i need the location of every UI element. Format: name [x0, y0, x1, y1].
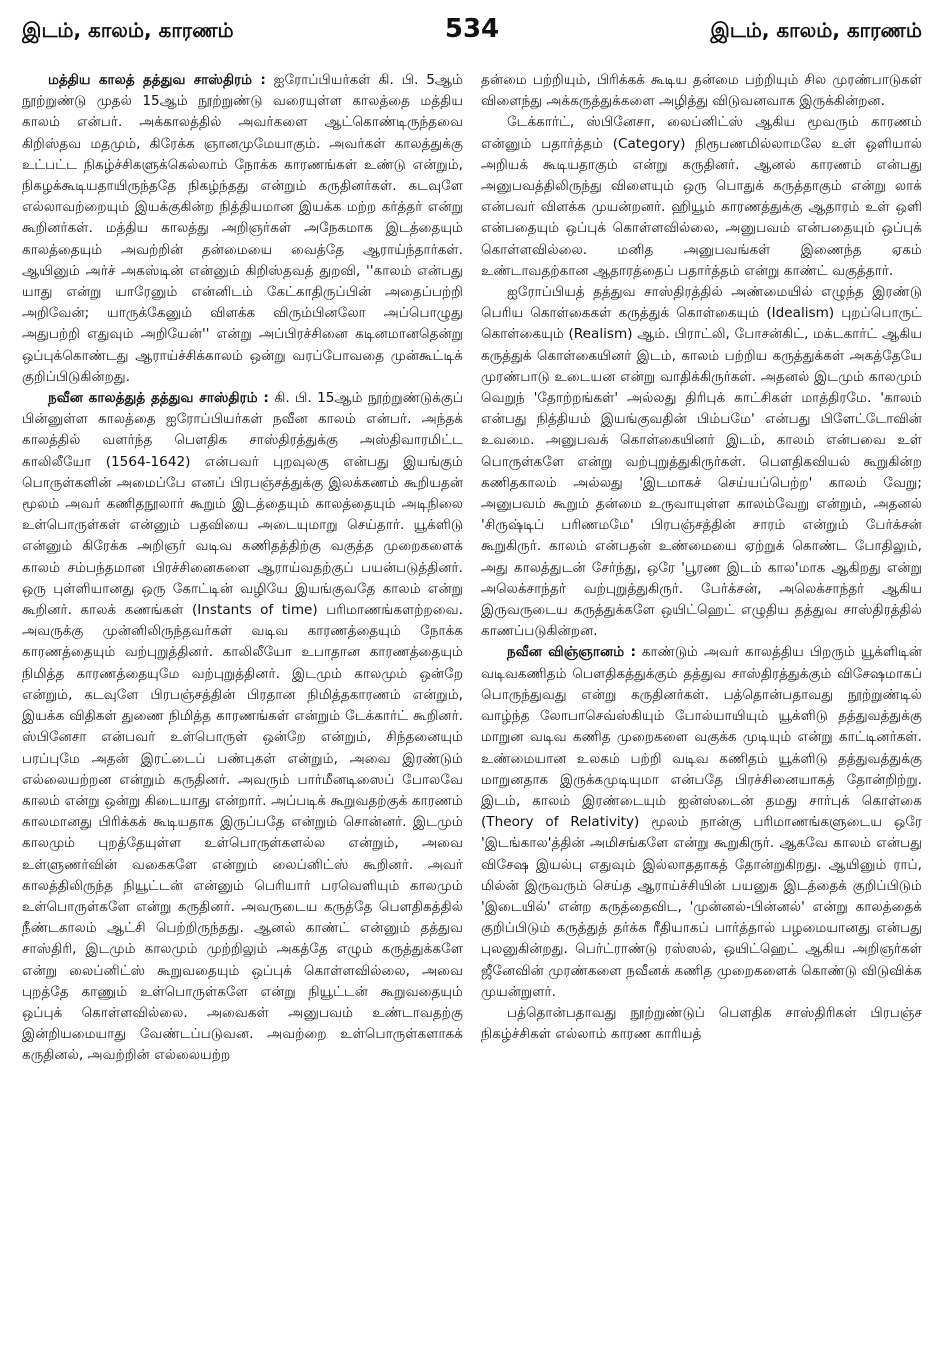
paragraph-text: பத்தொன்பதாவது நூற்றுண்டுப் பௌதிக சாஸ்திரிகள் பிரபஞ்ச நிகழ்ச்சிகள் எல்லாம் காரண காரியத்	[481, 1004, 922, 1043]
paragraph	[22, 388, 463, 1067]
section-heading: நவீன விஞ்ஞானம் :	[507, 644, 636, 661]
section-heading: நவீன காலத்துத் தத்துவ சாஸ்திரம் :	[48, 390, 269, 407]
right-column	[481, 70, 922, 1067]
paragraph-text: ஐரோப்பியத் தத்துவ சாஸ்திரத்தில் அண்மையில் எழுந்த இரண்டு பெரிய கொள்கைகள் கருத்துக் கொள்கையும் (Idealism) புறப்பொருட் கொள்கையும் (Realism) ஆம். பிராட்லி, போசன்கிட், மக்டகார்ட் ஆகிய கருத்துக் கொள்கையினர் இடம், காலம் பற்றிய கருத்துக்கள் அகத்தேயே முரண்பாடு உடையன என்று வாதிக்கிருர்கள். அதனல் இடமும் காலமும் வெறுந் 'தோற்றங்கள்' அல்லது திரிபுக் காட்சிகள் மாத்திரமே. 'காலம் என்பது நித்தியம் இயங்குவதின் பிம்பமே' என்பது பிளேட்டோவின் உவமை. அனுபவக் கொள்கையினர் இடம், காலம் என்பவை உள் பொருள்களே என்று வற்புறுத்துகிருர்கள். பௌதிகவியல் கூறுகின்ற கணிதகாலம் அல்லது 'இடமாகச் செய்யப்பெற்ற' காலம் வேறு; அனுபவம் கூறும் தன்மை உருவாயுள்ள காலம்வேறு என்றும், அதனல் 'சிருஷ்டிப் பரிணமமே' பிரபஞ்சத்தின் சாரம் என்றும் பேர்க்சன் கூறுகிருர். காலம் என்பதன் உண்மையை ஏற்றுக் கொண்ட போதிலும், அது காலத்துடன் சேர்ந்து, ஒரே 'பூரண இடம் கால'மாக ஆகிறது என்று அலெக்சாந்தர் வற்புறுத்துகிருர். பேர்க்சன், அலெக்சாந்தர் ஆகிய இருவருடைய கருத்துக்களே ஒயிட்ஹெட் எழுதிய தத்துவ சாஸ்திரத்தில் காணப்படுகின்றன.	[481, 284, 922, 640]
paragraph-text: ஐரோப்பியர்கள் கி. பி. 5ஆம் நூற்றுண்டு முதல் 15ஆம் நூற்றுண்டு வரையுள்ள காலத்தை மத்திய காலம் என்பர். அக்காலத்தில் அவர்களை ஆட்கொண்டிருந்தவை கிறிஸ்தவ மதமும், கிரேக்க ஞானமுமேயாகும். அவர்கள் காலத்துக்கு உட்பட்ட நிகழ்ச்சிகளுக்கெல்லாம் நோக்க காரணங்கள் உண்டு என்றும், நிகழக்கூடியதாயிருந்ததே நிகழ்ந்தது என்றும் கருதினர்கள். கடவுளே எல்லாவற்றையும் இயக்குகின்ற நித்தியமான இயக்க மற்ற கர்த்தர் என்று கூறினர்கள். மத்திய காலத்து அறிஞர்கள் அநேகமாக இடத்தையும் காலத்தையும் அவற்றின் தன்மையை வைத்தே ஆராய்ந்தார்கள். ஆயினும் அர்ச் அகஸ்டின் என்னும் கிறிஸ்தவத் துறவி, ''காலம் என்பது யாது என்று யாரேனும் என்னிடம் கேட்காதிருப்பின் அதைப்பற்றி அறிவேன்; யாருக்கேனும் விளக்க விரும்பினலோ அப்பொழுது அதுபற்றி எதுவும் அறியேன்'' என்று அப்பிரச்சினை கடினமானதென்று ஒப்புக்கொண்டது ஆராய்ச்சிக்காலம் ஒன்று வரப்போவதை முன்கூட்டிக் குறிப்பிடுகின்றது.	[22, 72, 464, 385]
paragraph	[481, 70, 922, 112]
paragraph	[481, 642, 922, 1002]
header-right-title: இடம், காலம், காரணம்	[710, 18, 922, 42]
header-left-title: இடம், காலம், காரணம்	[22, 18, 234, 42]
two-column-body	[22, 70, 922, 1067]
paragraph-text: தன்மை பற்றியும், பிரிக்கக் கூடிய தன்மை பற்றியும் சில முரண்பாடுகள் விளைந்து அக்கருத்துக்களை அழித்து விடுவனவாக இருக்கின்றன.	[481, 72, 922, 110]
paragraph	[481, 112, 922, 282]
page-number: 534	[444, 14, 500, 44]
paragraph-text: காண்டும் அவர் காலத்திய பிறரும் யூக்ளிடின் வடிவகணிதம் பௌதிகத்துக்கும் தத்துவ சாஸ்திரத்துக்கும் விசேஷமாகப் பொருந்துவது என்று கருதினர்கள். பத்தொன்பதாவது நூற்றுண்டில் வாழ்ந்த லோபாசெவ்ஸ்கியும் போல்யாயியும் யூக்ளிடு தத்துவத்துக்கு மாறுன வடிவ கணித முறைகளை வகுக்க முடியும் என்று காட்டினர்கள். உண்மையான உலகம் பற்றி வடிவ கணிதம் யூக்ளிடு தத்துவத்துக்கு மாறுனதாக இருக்கமுடியுமா என்பதே பிரச்சினையாகத் தோன்றிற்று. இடம், காலம் இரண்டையும் ஐன்ஸ்டைன் தமது சார்புக் கொள்கை (Theory of Relativity) மூலம் நான்கு பரிமாணங்களுடைய ஒரே 'இடங்கால'த்தின் அமிசங்களே என்று கூறுகிருர். ஆகவே காலம் என்பது விசேஷ இயல்பு எதுவும் இல்லாததாகத் தோன்றுகிறது. ஆயினும் ராப், மில்ன் இருவரும் செய்த ஆராய்ச்சியின் பயனுக இடத்தைக் குறிப்பிடும் 'இடையில்' என்ற கருத்தைவிட, 'முன்னல்-பின்னல்' என்று காலத்தைக் குறிப்பிடும் கருத்துத் தர்க்க ரீதியாகப் பார்த்தால் பழமையானது என்பது புலனுகின்றது. பெர்ட்ராண்டு ரஸ்ஸல், ஒயிட்ஹெட் ஆகிய அறிஞர்கள் ஜீனேவின் முரண்களை நவீனக் கணித முறைகளைக் கொண்டு விடுவிக்க முயன்றுளர்.	[481, 644, 922, 1000]
left-column	[22, 70, 463, 1067]
paragraph	[22, 70, 463, 388]
paragraph	[481, 282, 922, 642]
page-header	[22, 14, 922, 58]
section-heading: மத்திய காலத் தத்துவ சாஸ்திரம் :	[48, 72, 266, 88]
paragraph-text: கி. பி. 15ஆம் நூற்றுண்டுக்குப் பின்னுள்ள காலத்தை ஐரோப்பியர்கள் நவீன காலம் என்பர். அந்தக் காலத்தில் வளர்ந்த பௌதிக சாஸ்திரத்துக்கு அஸ்திவாரமிட்ட காலிலீயோ (1564-1642) என்பவர் புறவுலகு என்பது இயங்கும் பொருள்களின் அமைப்பே எனப் பிரபஞ்சத்துக்கு இலக்கணம் கூறியதன் மூலம் அவர் கணிதநூலார் கூறும் இடத்தையும் காலத்தையும் அடிநிலை உள்பொருள்கள் என்னும் பதவியை அடையுமாறு செய்தார். யூக்ளிடு என்னும் கிரேக்க அறிஞர் வடிவ கணிதத்திற்கு வகுத்த முறைகளைக் காலம் சம்பந்தமான பிரச்சினைகளை ஆராய்வதற்குப் பயன்படுத்தினர். ஒரு புள்ளியானது ஒரு கோட்டின் வழியே இயங்குவதே காலம் என்று கூறினர். காலக் கணங்கள் (Instants of time) பரிமாணங்களற்றவை. அவருக்கு முன்னிலிருந்தவர்கள் வடிவ காரணத்தையும் நோக்க காரணத்தையும் வற்புறுத்தினர். காலிலீயோ உபாதான காரணத்தையும் நிமித்த காரணத்தையுமே வற்புறுத்தினர். இடமும் காலமும் ஒன்றே என்றும், கடவுளே பிரபஞ்சத்தின் பிரதான நிமித்தகாரணம் என்றும், இயக்க விதிகள் துணை நிமித்த காரணங்கள் என்றும் டேக்கார்ட் கூறினர். ஸ்பினேசா என்பவர் உள்பொருள் ஒன்றே என்றும், சிந்தனையும் பரப்புமே அதன் இரட்டைப் பண்புகள் என்றும், அவை இரண்டும் எல்லையற்றன என்றும் கருதினர். அவரும் பார்மீனடிஸைப் போலவே காலம் என்று ஒன்று கிடையாது என்றார். அப்படிக் கூறுவதற்குக் காரணம் காலமானது பிரிக்கக் கூடியதாக இருப்பதே என்றும் சொன்னர். இடமும் காலமும் புறத்தேயுள்ள உள்பொருள்களல்ல என்றும், அவை உள்ளுணர்வின் வகைகளே என்றும் லைப்னிட்ஸ் கூறினர். அவர் காலத்திலிருந்த நியூட்டன் என்னும் பெரியார் பரவெளியும் காலமும் உள்பொருள்களே என்று கருதினர். அவருடைய கருத்தே பௌதிகத்தில் நீண்டகாலம் ஆட்சி பெற்றிருந்தது. ஆனல் காண்ட் என்னும் தத்துவ சாஸ்திரி, இடமும் காலமும் முற்றிலும் அகத்தே எழும் கருத்துக்களே என்று லைப்னிட்ஸ் கூறுவதையும் ஒப்புக் கொள்ளவில்லை, அவை புறத்தே காணும் உள்பொருள்களே என்று நியூட்டன் கூறுவதையும் ஒப்புக் கொள்ளவில்லை. அவைகள் அனுபவம் உண்டாவதற்கு இன்றியமையாது வேண்டப்படுவன. அவற்றை உள்பொருள்களாகக் கருதினல், அவற்றின் எல்லையற்ற	[22, 390, 464, 1064]
paragraph-text: டேக்கார்ட், ஸ்பினேசா, லைப்னிட்ஸ் ஆகிய மூவரும் காரணம் என்னும் பதார்த்தம் (Category) நிரூபணமில்லாமலே உள் ஒளியால் அறியக் கூடியதாகும் என்று கருதினர். ஆனல் காரணம் என்பது அனுபவத்திலிருந்து விளையும் ஒரு பொதுக் கருத்தாகும் என்று லாக் என்பவர் விளக்க முயன்றனர். ஹியூம் காரணத்துக்கு ஆதாரம் உள் ஒளி என்பதையும் ஒப்புக் கொள்ளவில்லை, அனுபவம் என்பதையும் ஒப்புக் கொள்ளவில்லை. மனித அனுபவங்கள் இணைந்த ஏகம் உண்டாவதற்கான ஆதாரத்தைப் பதார்த்தம் என்று காண்ட் வகுத்தார்.	[481, 114, 922, 279]
paragraph	[481, 1003, 922, 1045]
